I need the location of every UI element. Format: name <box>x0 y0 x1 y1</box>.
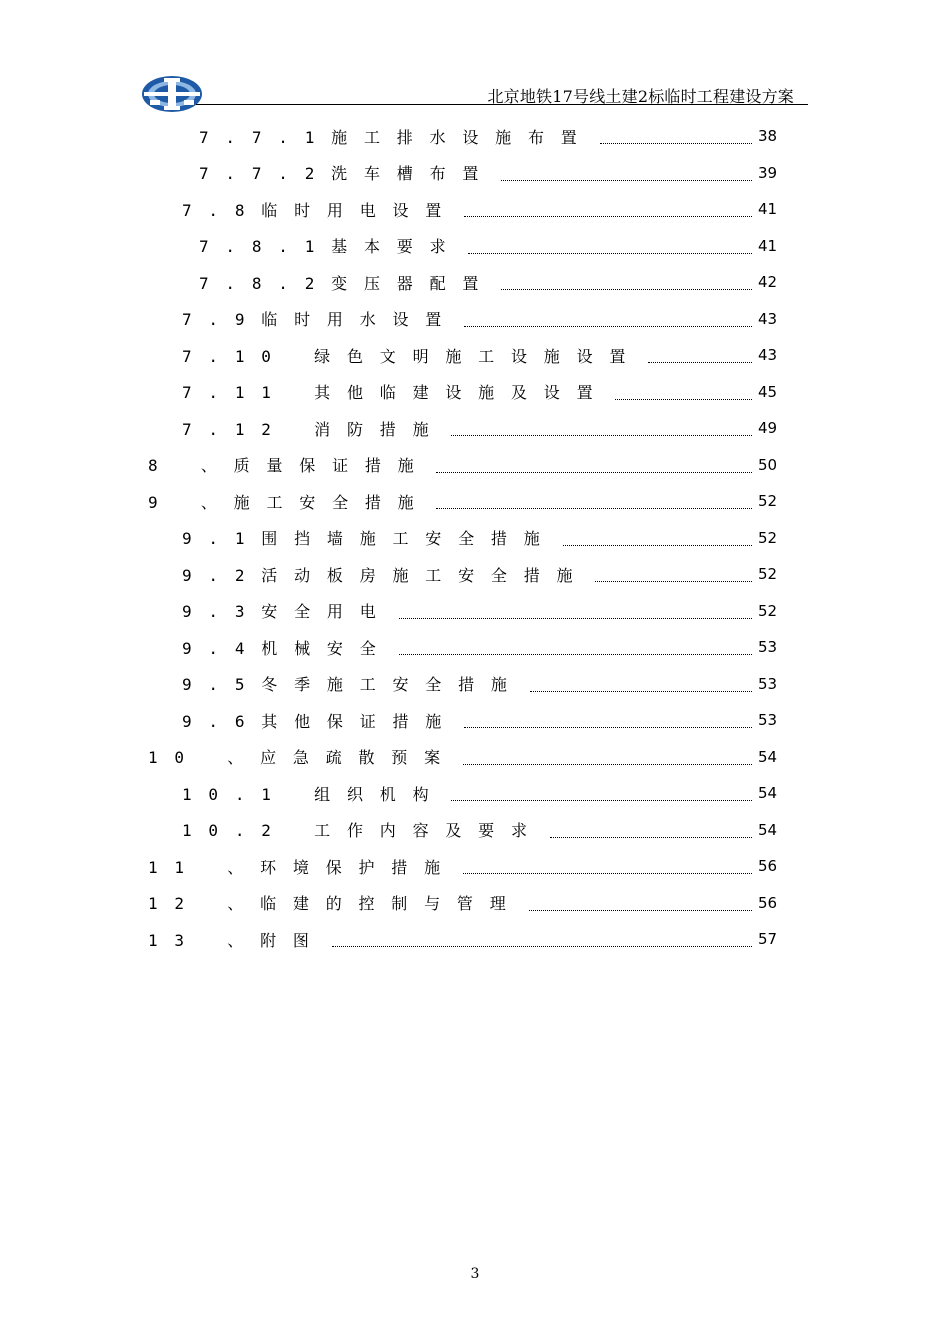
toc-entry-label: 11 、环境保护措施 <box>148 857 457 877</box>
page-header <box>140 74 808 114</box>
toc-entry[interactable] <box>182 520 788 556</box>
toc-entry-label: 9.6其他保证措施 <box>182 711 459 731</box>
toc-dot-leader <box>463 873 752 874</box>
toc-entry-label: 8 、质量保证措施 <box>148 456 431 475</box>
toc-entry-label: 9.2活动板房施工安全措施 <box>182 565 590 585</box>
toc-entry-page: 52 <box>758 528 778 547</box>
page-number: 3 <box>470 1266 480 1282</box>
toc-dot-leader <box>468 253 752 254</box>
toc-entry[interactable] <box>199 118 788 154</box>
toc-entry-page: 43 <box>758 346 778 364</box>
toc-entry-label: 10 、应急疏散预案 <box>148 748 457 767</box>
toc-entry[interactable] <box>182 301 788 337</box>
toc-dot-leader <box>530 691 752 692</box>
toc-entry[interactable] <box>182 629 788 665</box>
toc-entry-label: 9.1围挡墙施工安全措施 <box>182 529 557 548</box>
toc-entry-label: 9.5冬季施工安全措施 <box>182 675 524 694</box>
toc-entry-page: 56 <box>758 857 778 875</box>
toc-entry-page: 54 <box>758 784 778 802</box>
toc-dot-leader <box>464 326 752 327</box>
toc-dot-leader <box>399 654 753 655</box>
toc-entry-page: 56 <box>758 893 778 912</box>
header-title: 北京地铁17号线土建2标临时工程建设方案 <box>487 87 794 106</box>
toc-entry-label: 13 、附图 <box>148 930 326 950</box>
toc-entry[interactable] <box>199 155 788 191</box>
toc-dot-leader <box>436 472 752 473</box>
toc-entry-label: 10.2 工作内容及要求 <box>182 821 544 840</box>
toc-entry[interactable] <box>148 483 788 519</box>
toc-entry[interactable] <box>148 447 788 483</box>
toc-dot-leader <box>464 727 752 728</box>
toc-entry-page: 53 <box>758 674 778 693</box>
toc-entry-page: 39 <box>758 163 778 182</box>
toc-entry[interactable] <box>182 775 788 811</box>
company-logo-icon <box>140 74 204 114</box>
toc-entry-page: 54 <box>758 820 778 839</box>
toc-entry[interactable] <box>148 885 788 921</box>
toc-entry-page: 38 <box>758 127 778 145</box>
toc-entry[interactable] <box>148 848 788 884</box>
header-rule <box>196 104 808 105</box>
toc-entry[interactable] <box>199 264 788 300</box>
toc-dot-leader <box>501 289 752 290</box>
toc-entry-label: 7.7.1施工排水设施布置 <box>199 127 594 147</box>
toc-entry-label: 7.9临时用水设置 <box>182 310 459 329</box>
toc-entry-page: 41 <box>758 236 778 255</box>
toc-entry-page: 53 <box>758 711 778 729</box>
toc-dot-leader <box>595 581 752 582</box>
toc-entry[interactable] <box>182 812 788 848</box>
toc-dot-leader <box>529 910 753 911</box>
toc-entry-page: 42 <box>758 273 778 291</box>
toc-dot-leader <box>399 618 753 619</box>
toc-dot-leader <box>615 399 752 400</box>
toc-entry-label: 12 、临建的控制与管理 <box>148 894 523 913</box>
toc-entry[interactable] <box>182 593 788 629</box>
toc-entry[interactable] <box>148 921 788 957</box>
toc-dot-leader <box>600 143 752 144</box>
toc-entry-label: 7.10 绿色文明施工设施设置 <box>182 346 643 366</box>
toc-entry[interactable] <box>182 410 788 446</box>
toc-entry-page: 50 <box>758 455 778 474</box>
toc-entry-label: 7.7.2洗车槽布置 <box>199 164 496 183</box>
toc-entry[interactable] <box>182 337 788 373</box>
toc-entry-label: 7.8.1基本要求 <box>199 237 463 256</box>
toc-dot-leader <box>563 545 753 546</box>
toc-dot-leader <box>463 764 752 765</box>
toc-entry[interactable] <box>199 228 788 264</box>
toc-entry-page: 54 <box>758 747 778 766</box>
toc-entry-page: 53 <box>758 638 778 656</box>
toc-entry-label: 10.1 组织机构 <box>182 784 446 804</box>
toc-entry[interactable] <box>182 666 788 702</box>
toc-entry-page: 41 <box>758 200 778 218</box>
toc-dot-leader <box>648 362 752 363</box>
toc-entry-label: 7.8临时用电设置 <box>182 200 459 220</box>
toc-entry-label: 9.4机械安全 <box>182 638 393 658</box>
toc-entry-page: 57 <box>758 930 778 948</box>
toc-entry-label: 9.3安全用电 <box>182 602 393 621</box>
toc-entry-page: 45 <box>758 382 778 401</box>
toc-dot-leader <box>451 800 752 801</box>
toc-entry-page: 43 <box>758 309 778 328</box>
toc-dot-leader <box>451 435 752 436</box>
toc-entry-label: 7.12 消防措施 <box>182 419 446 439</box>
toc-entry-page: 52 <box>758 601 778 620</box>
toc-entry-label: 7.8.2变压器配置 <box>199 273 496 293</box>
toc-entry-page: 52 <box>758 565 778 583</box>
toc-dot-leader <box>550 837 752 838</box>
toc-entry[interactable] <box>182 556 788 592</box>
toc-entry[interactable] <box>182 374 788 410</box>
toc-entry-page: 52 <box>758 492 778 510</box>
toc-dot-leader <box>464 216 752 217</box>
toc-dot-leader <box>436 508 752 509</box>
toc-entry-label: 9 、施工安全措施 <box>148 492 431 512</box>
toc-entry-page: 49 <box>758 419 778 437</box>
toc-dot-leader <box>332 946 752 947</box>
toc-dot-leader <box>501 180 752 181</box>
toc-entry-label: 7.11 其他临建设施及设置 <box>182 383 610 402</box>
toc-entry[interactable] <box>148 739 788 775</box>
toc-entry[interactable] <box>182 702 788 738</box>
toc-entry[interactable] <box>182 191 788 227</box>
